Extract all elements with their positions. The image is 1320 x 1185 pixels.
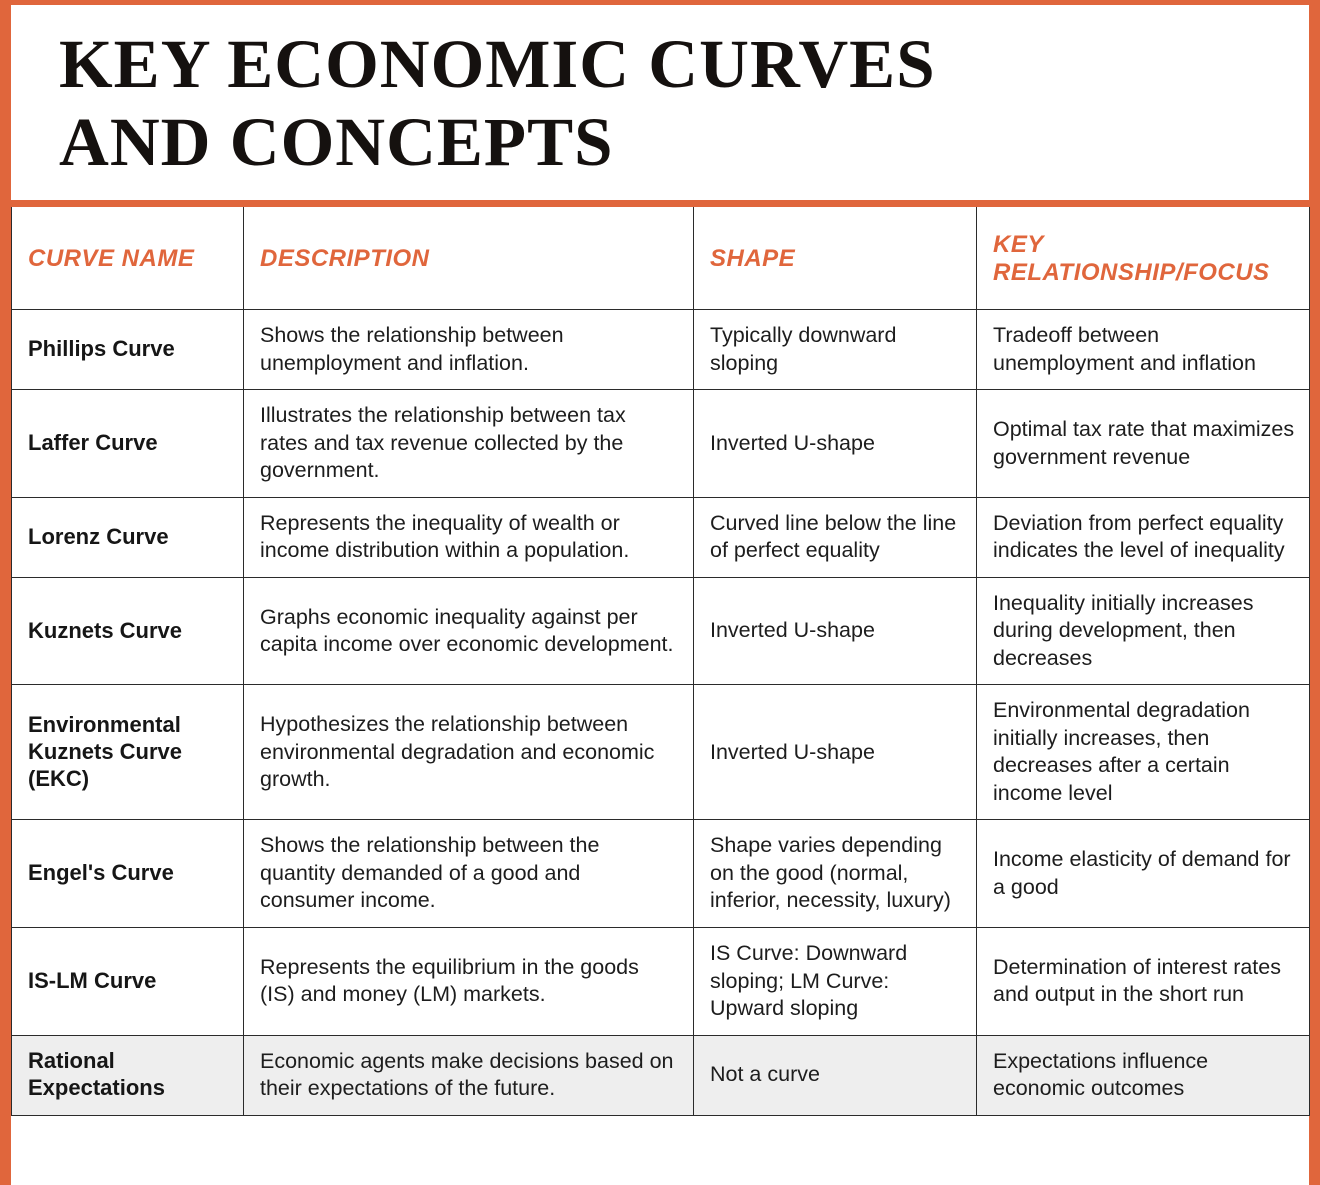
table-row	[12, 390, 1310, 498]
cell-key-relationship: Tradeoff between unemployment and inflation	[977, 310, 1310, 390]
curves-table	[11, 207, 1310, 1115]
cell-shape: Not a curve	[694, 1035, 977, 1115]
cell-curve-name: Engel's Curve	[12, 820, 244, 928]
cell-description: Represents the inequality of wealth or income distribution within a population.	[244, 497, 694, 577]
column-header-curve-name: CURVE NAME	[12, 207, 244, 310]
cell-curve-name: Environmental Kuznets Curve (EKC)	[12, 685, 244, 820]
cell-curve-name: Rational Expectations	[12, 1035, 244, 1115]
table-row	[12, 1035, 1310, 1115]
cell-key-relationship: Expectations influence economic outcomes	[977, 1035, 1310, 1115]
cell-curve-name: Laffer Curve	[12, 390, 244, 498]
table-row	[12, 820, 1310, 928]
bottom-edge	[11, 1179, 1309, 1185]
cell-shape: Curved line below the line of perfect equality	[694, 497, 977, 577]
cell-curve-name: Lorenz Curve	[12, 497, 244, 577]
cell-description: Hypothesizes the relationship between environmental degradation and economic growth.	[244, 685, 694, 820]
cell-shape: Inverted U-shape	[694, 577, 977, 685]
column-header-shape: SHAPE	[694, 207, 977, 310]
cell-curve-name: Phillips Curve	[12, 310, 244, 390]
cell-key-relationship: Determination of interest rates and output in the short run	[977, 927, 1310, 1035]
cell-shape: Typically downward sloping	[694, 310, 977, 390]
cell-key-relationship: Inequality initially increases during development, then decreases	[977, 577, 1310, 685]
curves-table-container	[11, 200, 1309, 1115]
cell-shape: Shape varies depending on the good (normal, inferior, necessity, luxury)	[694, 820, 977, 928]
table-row	[12, 685, 1310, 820]
cell-description: Graphs economic inequality against per capita income over economic development.	[244, 577, 694, 685]
cell-key-relationship: Income elasticity of demand for a good	[977, 820, 1310, 928]
table-body	[12, 310, 1310, 1115]
cell-shape: Inverted U-shape	[694, 685, 977, 820]
title-block	[11, 5, 1309, 182]
cell-key-relationship: Optimal tax rate that maximizes government revenue	[977, 390, 1310, 498]
cell-description: Economic agents make decisions based on their expectations of the future.	[244, 1035, 694, 1115]
cell-key-relationship: Environmental degradation initially increases, then decreases after a certain income level	[977, 685, 1310, 820]
table-row	[12, 497, 1310, 577]
table-row	[12, 310, 1310, 390]
column-header-key-relationship: KEY RELATIONSHIP/FOCUS	[977, 207, 1310, 310]
cell-shape: IS Curve: Downward sloping; LM Curve: Upward sloping	[694, 927, 977, 1035]
header-row	[12, 207, 1310, 310]
table-row	[12, 577, 1310, 685]
cell-curve-name: Kuznets Curve	[12, 577, 244, 685]
cell-description: Illustrates the relationship between tax rates and tax revenue collected by the government.	[244, 390, 694, 498]
table-row	[12, 927, 1310, 1035]
cell-description: Shows the relationship between unemployment and inflation.	[244, 310, 694, 390]
cell-key-relationship: Deviation from perfect equality indicates the level of inequality	[977, 497, 1310, 577]
page-title-line-1: KEY ECONOMIC CURVES	[59, 26, 936, 102]
page-title-line-2: AND CONCEPTS	[59, 103, 614, 180]
column-header-description: DESCRIPTION	[244, 207, 694, 310]
cell-shape: Inverted U-shape	[694, 390, 977, 498]
cell-description: Represents the equilibrium in the goods (IS) and money (LM) markets.	[244, 927, 694, 1035]
cell-curve-name: IS-LM Curve	[12, 927, 244, 1035]
table-header	[12, 207, 1310, 310]
cell-description: Shows the relationship between the quantity demanded of a good and consumer income.	[244, 820, 694, 928]
